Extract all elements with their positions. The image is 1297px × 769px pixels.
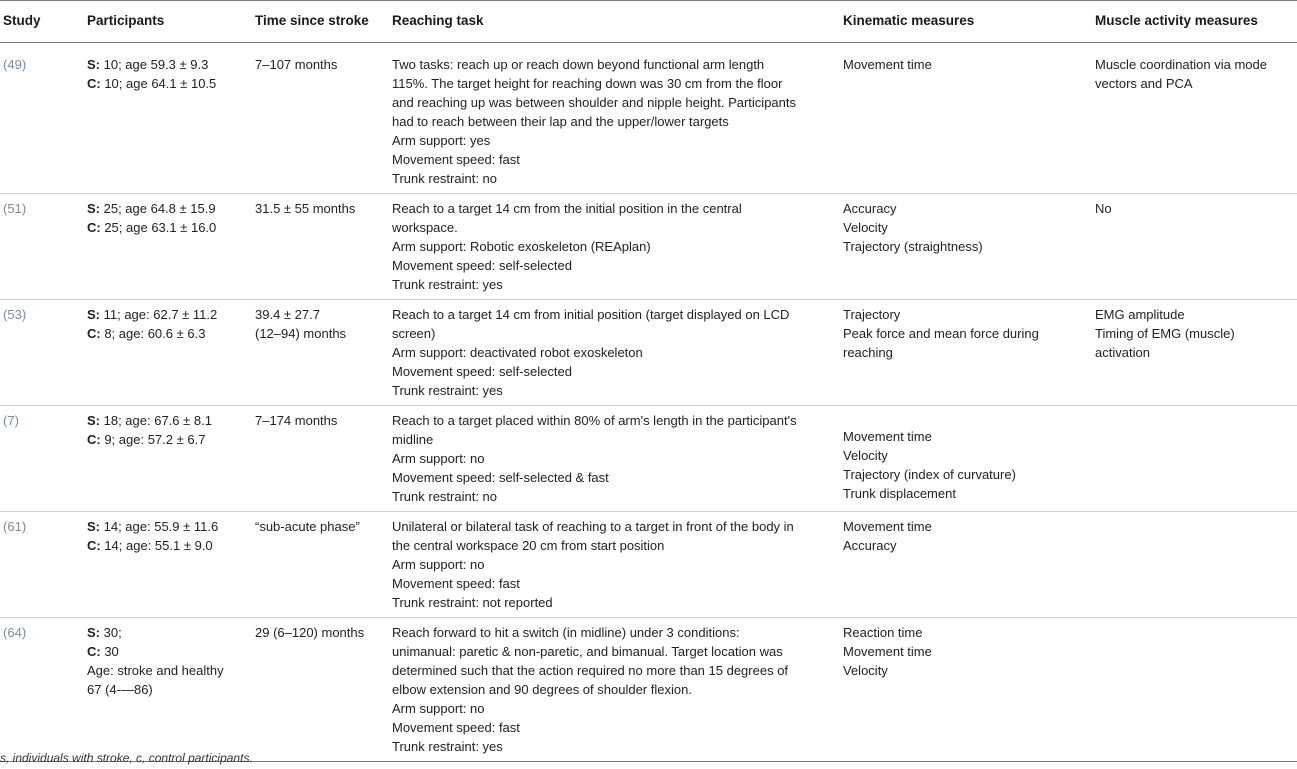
kinematic-line: Reaction time bbox=[843, 625, 923, 640]
kinematic-measures-cell bbox=[840, 618, 1092, 762]
task-line: and reaching up was between shoulder and nipple height. Participants bbox=[392, 95, 796, 110]
table-row bbox=[0, 194, 1297, 300]
kinematic-line: Accuracy bbox=[843, 538, 897, 553]
task-line: Reach to a target 14 cm from initial position (target displayed on LCD bbox=[392, 307, 790, 322]
group-label: S: bbox=[87, 201, 100, 216]
kinematic-line: Movement time bbox=[843, 519, 932, 534]
muscle-line: EMG amplitude bbox=[1095, 307, 1185, 322]
task-line: Movement speed: fast bbox=[392, 152, 520, 167]
participants-cell bbox=[84, 300, 252, 406]
table-row bbox=[0, 618, 1297, 762]
group-label: C: bbox=[87, 326, 101, 341]
time-line: 7–107 months bbox=[255, 57, 338, 72]
citation-open-paren: ( bbox=[3, 625, 8, 640]
citation-link[interactable]: 61 bbox=[7, 519, 22, 534]
kinematic-measures-cell bbox=[840, 194, 1092, 300]
group-detail: 9; age: 57.2 ± 6.7 bbox=[100, 432, 206, 447]
kinematic-line: reaching bbox=[843, 345, 893, 360]
group-detail: 10; age 64.1 ± 10.5 bbox=[100, 76, 217, 91]
citation-close-paren: ) bbox=[21, 57, 27, 72]
table-row bbox=[0, 512, 1297, 618]
time-since-stroke-cell bbox=[252, 512, 389, 618]
citation-link[interactable]: 7 bbox=[7, 413, 15, 428]
group-detail: 25; age 63.1 ± 16.0 bbox=[100, 220, 217, 235]
group-detail: Age: stroke and healthy bbox=[87, 663, 224, 678]
participant-line bbox=[87, 623, 248, 642]
group-label: S: bbox=[87, 57, 100, 72]
reaching-task-cell bbox=[389, 406, 840, 512]
header-study: Study bbox=[3, 13, 41, 28]
citation-close-paren: ) bbox=[21, 625, 27, 640]
citation-close-paren: ) bbox=[21, 307, 27, 322]
group-label: C: bbox=[87, 220, 101, 235]
time-line: 29 (6–120) months bbox=[255, 625, 365, 640]
kinematic-line: Trajectory (index of curvature) bbox=[843, 467, 1016, 482]
study-cell bbox=[0, 300, 84, 406]
table-row bbox=[0, 43, 1297, 194]
task-line: screen) bbox=[392, 326, 436, 341]
participants-cell bbox=[84, 512, 252, 618]
study-cell bbox=[0, 194, 84, 300]
study-cell bbox=[0, 512, 84, 618]
table-header bbox=[0, 1, 1297, 43]
group-detail: 25; age 64.8 ± 15.9 bbox=[100, 201, 216, 216]
task-line: Reach to a target 14 cm from the initial position in the central bbox=[392, 201, 742, 216]
reaching-task-cell bbox=[389, 300, 840, 406]
task-line: Trunk restraint: yes bbox=[392, 739, 503, 754]
study-cell bbox=[0, 43, 84, 194]
time-since-stroke-cell bbox=[252, 300, 389, 406]
participant-line bbox=[87, 680, 248, 699]
kinematic-line: Movement time bbox=[843, 429, 932, 444]
muscle-activity-cell bbox=[1092, 406, 1297, 512]
group-label: C: bbox=[87, 76, 101, 91]
header-participants: Participants bbox=[87, 13, 165, 28]
muscle-activity-cell bbox=[1092, 300, 1297, 406]
task-line: Arm support: yes bbox=[392, 133, 491, 148]
group-detail: 11; age: 62.7 ± 11.2 bbox=[100, 307, 218, 322]
task-line: Arm support: Robotic exoskeleton (REAplan) bbox=[392, 239, 651, 254]
participant-line bbox=[87, 199, 248, 218]
table-row bbox=[0, 406, 1297, 512]
participants-cell bbox=[84, 43, 252, 194]
participants-cell bbox=[84, 406, 252, 512]
kinematic-line: Accuracy bbox=[843, 201, 897, 216]
task-line: Movement speed: self-selected bbox=[392, 364, 572, 379]
reaching-task-cell bbox=[389, 43, 840, 194]
time-line: 31.5 ± 55 months bbox=[255, 201, 356, 216]
citation-close-paren: ) bbox=[14, 413, 19, 428]
task-line: Trunk restraint: yes bbox=[392, 383, 503, 398]
task-line: midline bbox=[392, 432, 434, 447]
participant-line bbox=[87, 642, 248, 661]
group-detail: 67 (4-—86) bbox=[87, 682, 153, 697]
group-label: S: bbox=[87, 519, 100, 534]
group-detail: 8; age: 60.6 ± 6.3 bbox=[100, 326, 206, 341]
participant-line bbox=[87, 536, 248, 555]
muscle-line: activation bbox=[1095, 345, 1150, 360]
participant-line bbox=[87, 430, 248, 449]
header-reaching-task: Reaching task bbox=[392, 13, 484, 28]
task-line: Arm support: deactivated robot exoskeleton bbox=[392, 345, 643, 360]
group-label: C: bbox=[87, 538, 101, 553]
kinematic-measures-cell bbox=[840, 300, 1092, 406]
task-line: Reach forward to hit a switch (in midline) under 3 conditions: bbox=[392, 625, 740, 640]
citation-link[interactable]: 53 bbox=[7, 307, 22, 322]
task-line: unimanual: paretic & non-paretic, and bimanual. Target location was bbox=[392, 644, 783, 659]
participant-line bbox=[87, 411, 248, 430]
group-detail: 14; age: 55.1 ± 9.0 bbox=[100, 538, 213, 553]
muscle-activity-cell bbox=[1092, 194, 1297, 300]
participants-cell bbox=[84, 194, 252, 300]
muscle-activity-cell bbox=[1092, 618, 1297, 762]
group-label: S: bbox=[87, 413, 100, 428]
citation-link[interactable]: 49 bbox=[7, 57, 22, 72]
group-label: C: bbox=[87, 644, 101, 659]
task-line: Movement speed: self-selected & fast bbox=[392, 470, 609, 485]
kinematic-line: Trunk displacement bbox=[843, 486, 956, 501]
reaching-task-cell bbox=[389, 618, 840, 762]
citation-open-paren: ( bbox=[3, 307, 8, 322]
task-line: 115%. The target height for reaching down was 30 cm from the floor bbox=[392, 76, 783, 91]
kinematic-line: Trajectory (straightness) bbox=[843, 239, 983, 254]
header-muscle-activity-measures: Muscle activity measures bbox=[1095, 13, 1258, 28]
time-line: (12–94) months bbox=[255, 326, 347, 341]
participant-line bbox=[87, 517, 248, 536]
task-line: Movement speed: fast bbox=[392, 720, 520, 735]
task-line: Trunk restraint: yes bbox=[392, 277, 503, 292]
table-row bbox=[0, 300, 1297, 406]
group-label: S: bbox=[87, 307, 100, 322]
task-line: Movement speed: fast bbox=[392, 576, 520, 591]
group-detail: 30 bbox=[100, 644, 119, 659]
task-line: Unilateral or bilateral task of reaching to a target in front of the body in bbox=[392, 519, 794, 534]
group-detail: 18; age: 67.6 ± 8.1 bbox=[100, 413, 212, 428]
participant-line bbox=[87, 305, 248, 324]
participant-line bbox=[87, 661, 248, 680]
kinematic-measures-cell bbox=[840, 43, 1092, 194]
study-cell bbox=[0, 618, 84, 762]
muscle-activity-cell bbox=[1092, 512, 1297, 618]
reaching-task-cell bbox=[389, 512, 840, 618]
participant-line bbox=[87, 74, 248, 93]
group-label: S: bbox=[87, 625, 100, 640]
study-cell bbox=[0, 406, 84, 512]
header-time-since-stroke: Time since stroke bbox=[255, 13, 369, 28]
time-line: “sub-acute phase” bbox=[255, 519, 360, 534]
kinematic-line: Velocity bbox=[843, 663, 888, 678]
muscle-line: Timing of EMG (muscle) bbox=[1095, 326, 1235, 341]
time-since-stroke-cell bbox=[252, 618, 389, 762]
citation-open-paren: ( bbox=[3, 413, 8, 428]
kinematic-line: Velocity bbox=[843, 448, 888, 463]
task-line: Reach to a target placed within 80% of arm's length in the participant's bbox=[392, 413, 797, 428]
citation-close-paren: ) bbox=[21, 201, 27, 216]
task-line: Movement speed: self-selected bbox=[392, 258, 572, 273]
kinematic-line: Trajectory bbox=[843, 307, 901, 322]
header-kinematic-measures: Kinematic measures bbox=[843, 13, 975, 28]
task-line: determined such that the action required no more than 15 degrees of bbox=[392, 663, 789, 678]
task-line: Arm support: no bbox=[392, 451, 485, 466]
time-since-stroke-cell bbox=[252, 194, 389, 300]
task-line: Trunk restraint: no bbox=[392, 171, 498, 186]
muscle-line: No bbox=[1095, 201, 1112, 216]
participant-line bbox=[87, 324, 248, 343]
citation-close-paren: ) bbox=[21, 519, 27, 534]
group-detail: 30; bbox=[100, 625, 122, 640]
group-detail: 14; age: 55.9 ± 11.6 bbox=[100, 519, 219, 534]
time-since-stroke-cell bbox=[252, 43, 389, 194]
group-detail: 10; age 59.3 ± 9.3 bbox=[100, 57, 209, 72]
kinematic-line: Movement time bbox=[843, 57, 932, 72]
table-body bbox=[0, 43, 1297, 762]
time-line: 7–174 months bbox=[255, 413, 338, 428]
muscle-line: Muscle coordination via mode bbox=[1095, 57, 1267, 72]
task-line: Trunk restraint: no bbox=[392, 489, 498, 504]
task-line: Arm support: no bbox=[392, 701, 485, 716]
citation-link[interactable]: 64 bbox=[7, 625, 22, 640]
task-line: Trunk restraint: not reported bbox=[392, 595, 553, 610]
cell-spacer bbox=[843, 411, 1088, 427]
time-line: 39.4 ± 27.7 bbox=[255, 307, 320, 322]
task-line: workspace. bbox=[392, 220, 458, 235]
task-line: elbow extension and 90 degrees of shoulder flexion. bbox=[392, 682, 692, 697]
reaching-task-cell bbox=[389, 194, 840, 300]
task-line: Two tasks: reach up or reach down beyond functional arm length bbox=[392, 57, 765, 72]
kinematic-measures-cell bbox=[840, 512, 1092, 618]
citation-open-paren: ( bbox=[3, 201, 8, 216]
participant-line bbox=[87, 55, 248, 74]
kinematic-line: Peak force and mean force during bbox=[843, 326, 1039, 341]
task-line: Arm support: no bbox=[392, 557, 485, 572]
kinematic-line: Movement time bbox=[843, 644, 932, 659]
table-footnote: s, individuals with stroke, c, control participants. bbox=[0, 751, 253, 765]
citation-link[interactable]: 51 bbox=[7, 201, 22, 216]
kinematic-measures-cell bbox=[840, 406, 1092, 512]
participants-cell bbox=[84, 618, 252, 762]
citation-open-paren: ( bbox=[3, 57, 8, 72]
time-since-stroke-cell bbox=[252, 406, 389, 512]
kinematic-line: Velocity bbox=[843, 220, 888, 235]
participant-line bbox=[87, 218, 248, 237]
muscle-activity-cell bbox=[1092, 43, 1297, 194]
group-label: C: bbox=[87, 432, 101, 447]
muscle-line: vectors and PCA bbox=[1095, 76, 1193, 91]
task-line: the central workspace 20 cm from start position bbox=[392, 538, 665, 553]
task-line: had to reach between their lap and the upper/lower targets bbox=[392, 114, 729, 129]
citation-open-paren: ( bbox=[3, 519, 8, 534]
